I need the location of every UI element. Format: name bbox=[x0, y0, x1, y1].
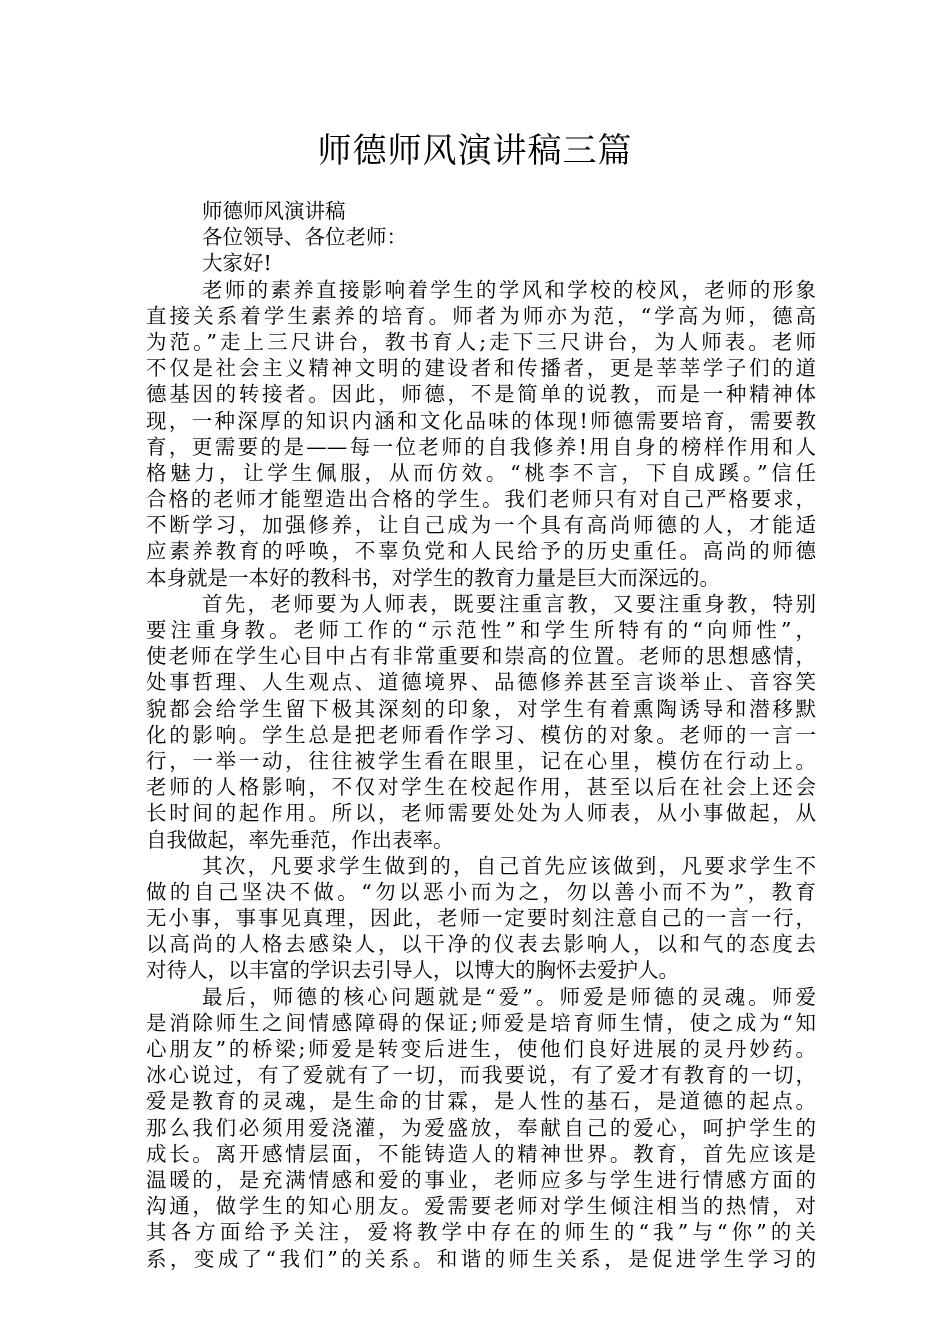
text-line: 心朋友”的桥梁;师爱是转变后进生，使他们良好进展的灵丹妙药。 bbox=[146, 1037, 816, 1061]
text-line: 以高尚的人格去感染人，以干净的仪表去影响人，以和气的态度去 bbox=[146, 932, 816, 957]
text-line: 老师的素养直接影响着学生的学风和学校的校风，老师的形象 bbox=[202, 277, 816, 302]
text-line: 直接关系着学生素养的培育。师者为师亦为范，“学高为师，德高 bbox=[146, 303, 816, 328]
text-line: 貌都会给学生留下极其深刻的印象，对学生有着熏陶诱导和潜移默 bbox=[146, 696, 816, 721]
text-line: 不仅是社会主义精神文明的建设者和传播者，更是莘莘学子们的道 bbox=[146, 356, 816, 381]
text-line: 不断学习，加强修养，让自己成为一个具有高尚师德的人，才能适 bbox=[146, 513, 816, 538]
text-line: 德基因的转接者。因此，师德，不是简单的说教，而是一种精神体 bbox=[146, 382, 816, 407]
text-line: 应素养教育的呼唤，不辜负党和人民给予的历史重任。高尚的师德 bbox=[146, 539, 816, 564]
text-line: 各位领导、各位老师： bbox=[202, 225, 407, 250]
text-line: 做的自己坚决不做。“勿以恶小而为之，勿以善小而不为”，教育 bbox=[146, 879, 816, 904]
text-line: 为范。”走上三尺讲台，教书育人;走下三尺讲台，为人师表。老师 bbox=[146, 329, 816, 354]
text-line: 自我做起，率先垂范，作出表率。 bbox=[146, 827, 454, 852]
text-line: 现，一种深厚的知识内涵和文化品味的体现!师德需要培育，需要教 bbox=[146, 408, 816, 433]
text-line: 育，更需要的是——每一位老师的自我修养!用自身的榜样作用和人 bbox=[146, 434, 816, 459]
text-line: 无小事，事事见真理，因此，老师一定要时刻注意自己的一言一行， bbox=[146, 906, 816, 931]
document-title: 师德师风演讲稿三篇 bbox=[317, 131, 633, 171]
text-line: 格魅力，让学生佩服，从而仿效。“桃李不言，下自成蹊。”信任 bbox=[146, 460, 816, 485]
text-line: 成长。离开感情层面，不能铸造人的精神世界。教育，首先应该是 bbox=[146, 1141, 816, 1166]
text-line: 系，变成了“我们”的关系。和谐的师生关系，是促进学生学习的 bbox=[146, 1246, 816, 1271]
text-line: 最后，师德的核心问题就是“爱”。师爱是师德的灵魂。师爱 bbox=[202, 984, 816, 1009]
text-line: 要注重身教。老师工作的“示范性”和学生所特有的“向师性”， bbox=[146, 618, 816, 642]
text-line: 处事哲理、人生观点、道德境界、品德修养甚至言谈举止、音容笑 bbox=[146, 670, 816, 695]
text-line: 化的影响。学生总是把老师看作学习、模仿的对象。老师的一言一 bbox=[146, 722, 816, 747]
text-line: 沟通，做学生的知心朋友。爱需要老师对学生倾注相当的热情，对 bbox=[146, 1194, 816, 1219]
text-line: 其各方面给予关注，爱将教学中存在的师生的“我”与“你”的关 bbox=[146, 1220, 816, 1245]
text-line: 使老师在学生心目中占有非常重要和崇高的位置。老师的思想感情， bbox=[146, 644, 816, 669]
text-line: 合格的老师才能塑造出合格的学生。我们老师只有对自己严格要求， bbox=[146, 487, 816, 512]
text-line: 师德师风演讲稿 bbox=[202, 199, 346, 223]
text-line: 其次，凡要求学生做到的，自己首先应该做到，凡要求学生不 bbox=[202, 853, 816, 878]
text-line: 行，一举一动，往往被学生看在眼里，记在心里，模仿在行动上。 bbox=[146, 748, 816, 773]
text-line: 大家好! bbox=[202, 251, 272, 276]
text-line: 冰心说过，有了爱就有了一切，而我要说，有了爱才有教育的一切， bbox=[146, 1063, 816, 1088]
text-line: 温暖的，是充满情感和爱的事业，老师应多与学生进行情感方面的 bbox=[146, 1167, 816, 1192]
text-line: 首先，老师要为人师表，既要注重言教，又要注重身教，特别 bbox=[202, 591, 816, 616]
text-line: 长时间的起作用。所以，老师需要处处为人师表，从小事做起，从 bbox=[146, 801, 816, 826]
text-line: 是消除师生之间情感障碍的保证;师爱是培育师生情，使之成为“知 bbox=[146, 1010, 816, 1035]
text-line: 爱是教育的灵魂，是生命的甘霖，是人性的基石，是道德的起点。 bbox=[146, 1089, 816, 1114]
text-line: 那么我们必须用爱浇灌，为爱盛放，奉献自己的爱心，呵护学生的 bbox=[146, 1115, 816, 1140]
text-line: 对待人，以丰富的学识去引导人，以博大的胸怀去爱护人。 bbox=[146, 958, 679, 983]
text-line: 老师的人格影响，不仅对学生在校起作用，甚至以后在社会上还会 bbox=[146, 775, 816, 800]
text-line: 本身就是一本好的教科书，对学生的教育力量是巨大而深远的。 bbox=[146, 565, 720, 590]
document-body bbox=[146, 198, 816, 1272]
